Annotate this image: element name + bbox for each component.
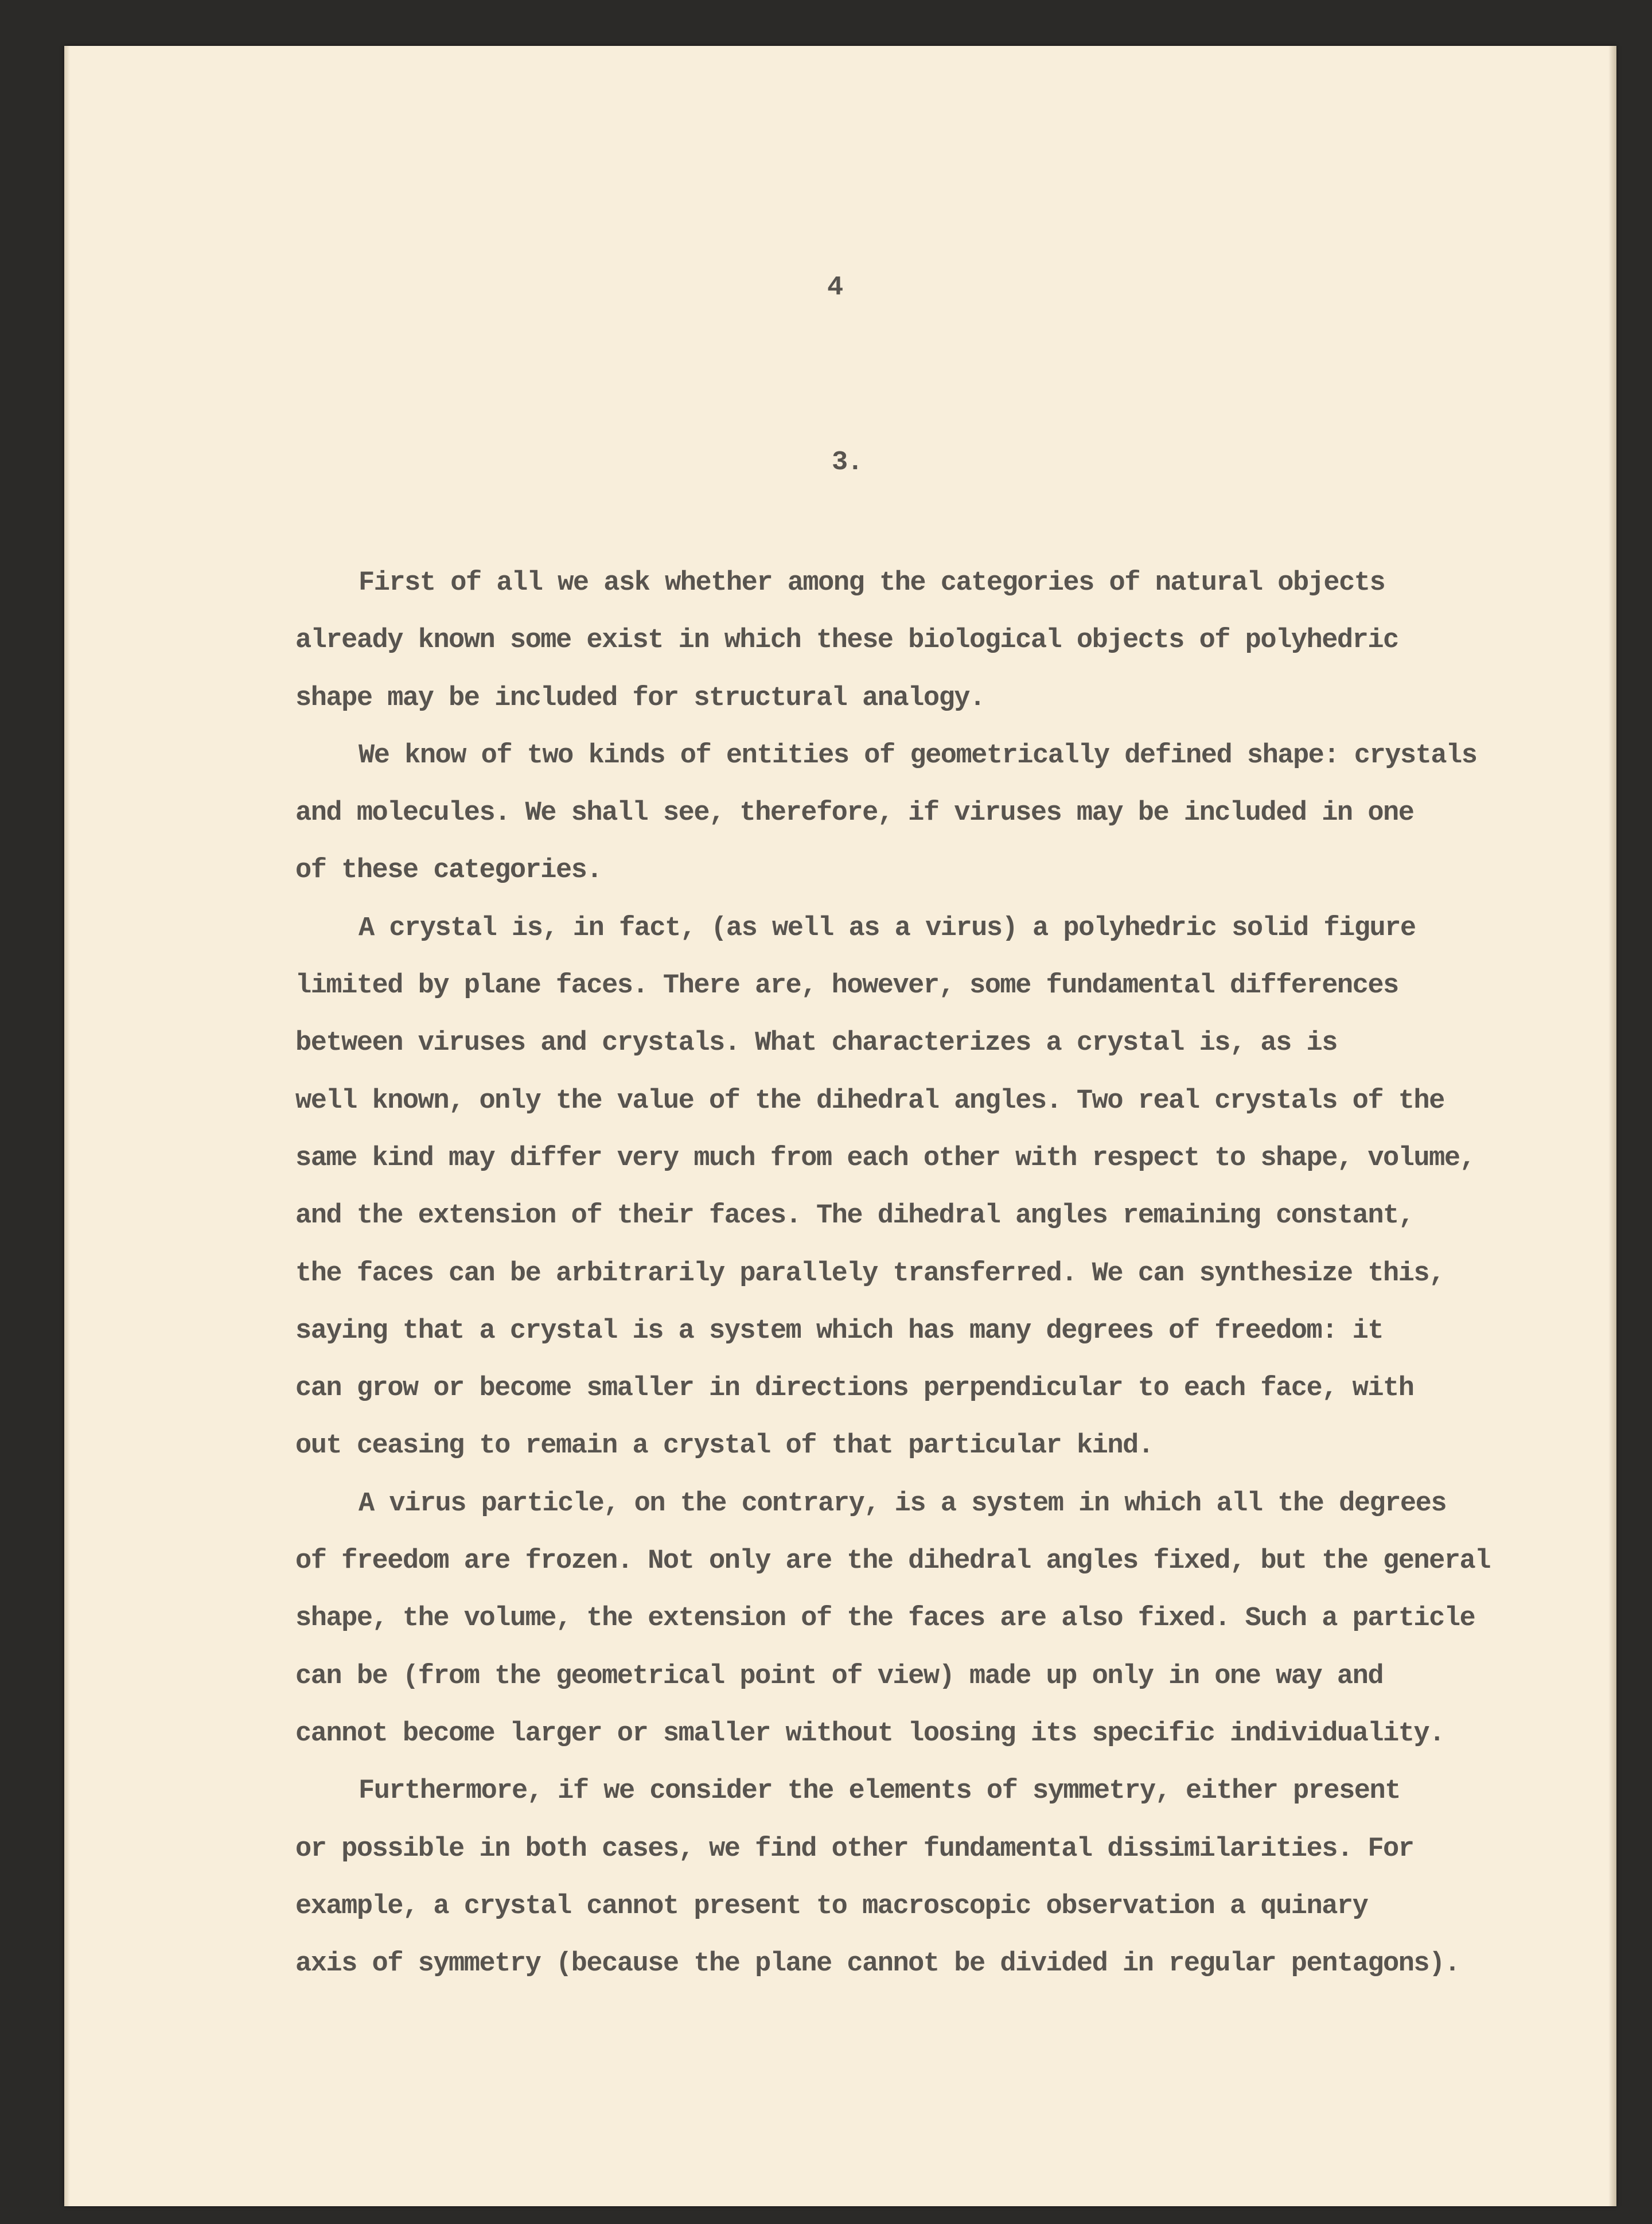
text-line: or possible in both cases, we find other fundamental dissimilarities. For [295, 1833, 1414, 1864]
paragraph [295, 1763, 1490, 1993]
text-line: axis of symmetry (because the plane cannot be divided in regular pentagons). [295, 1949, 1460, 1980]
document-page [64, 46, 1616, 2206]
text-line: A virus particle, on the contrary, is a system in which all the degrees [359, 1488, 1447, 1519]
text-line: and the extension of their faces. The dihedral angles remaining constant, [295, 1201, 1414, 1232]
text-line: already known some exist in which these biological objects of polyhedric [295, 625, 1398, 656]
section-number: 3. [832, 447, 863, 478]
paragraph [295, 1475, 1490, 1763]
paragraph [295, 727, 1490, 900]
text-line: A crystal is, in fact, (as well as a virus) a polyhedric solid figure [359, 913, 1416, 944]
text-line: can grow or become smaller in directions perpendicular to each face, with [295, 1373, 1414, 1404]
text-line: the faces can be arbitrarily parallely transferred. We can synthesize this, [295, 1258, 1444, 1289]
paragraph [295, 555, 1490, 727]
text-line: shape may be included for structural analogy. [295, 683, 985, 714]
text-line: and molecules. We shall see, therefore, if viruses may be included in one [295, 798, 1414, 829]
text-line: example, a crystal cannot present to macroscopic observation a quinary [295, 1891, 1368, 1922]
text-line: First of all we ask whether among the categories of natural objects [359, 568, 1385, 598]
text-line: We know of two kinds of entities of geometrically defined shape: crystals [359, 740, 1477, 771]
text-line: can be (from the geometrical point of view) made up only in one way and [295, 1661, 1384, 1692]
body-text [295, 555, 1490, 1993]
text-line: cannot become larger or smaller without loosing its specific individuality. [295, 1718, 1444, 1749]
page-number: 4 [827, 272, 843, 303]
text-line: between viruses and crystals. What characterizes a crystal is, as is [295, 1028, 1337, 1059]
text-line: of these categories. [295, 855, 602, 886]
text-line: well known, only the value of the dihedral angles. Two real crystals of the [295, 1085, 1444, 1116]
text-line: Furthermore, if we consider the elements of symmetry, either present [359, 1776, 1400, 1807]
paragraph [295, 900, 1490, 1475]
text-line: shape, the volume, the extension of the faces are also fixed. Such a particle [295, 1603, 1475, 1634]
text-line: out ceasing to remain a crystal of that particular kind. [295, 1431, 1154, 1462]
text-line: limited by plane faces. There are, however, some fundamental differences [295, 971, 1398, 1002]
text-line: of freedom are frozen. Not only are the dihedral angles fixed, but the general [295, 1546, 1490, 1577]
text-line: saying that a crystal is a system which has many degrees of freedom: it [295, 1315, 1384, 1346]
text-line: same kind may differ very much from each other with respect to shape, volume, [295, 1143, 1475, 1174]
